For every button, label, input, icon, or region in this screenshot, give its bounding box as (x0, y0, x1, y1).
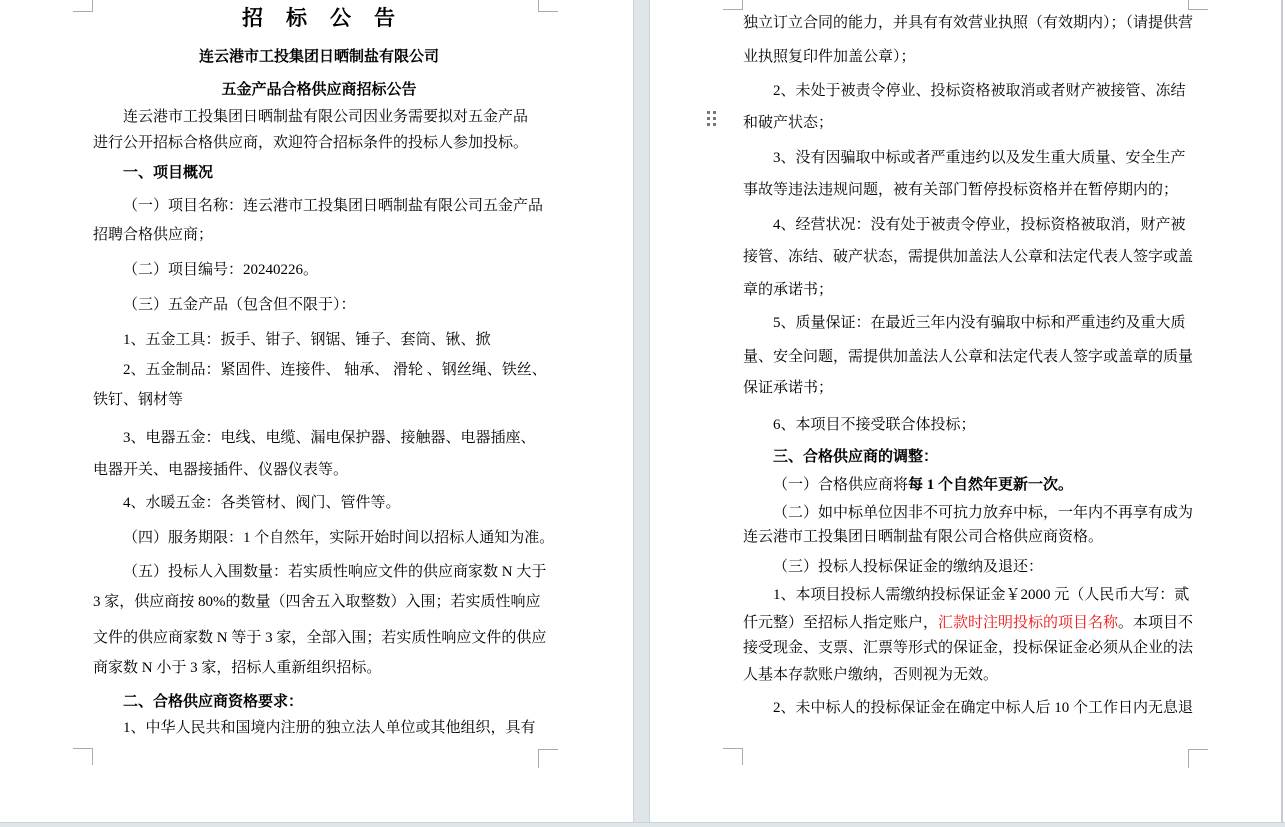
text-line: 保证承诺书； (743, 380, 834, 396)
page-bottom-gutter (0, 822, 1285, 827)
section-heading: 三、合格供应商的调整： (773, 449, 939, 465)
text-segment: 每 1 个自然年更新一次。 (908, 477, 1074, 493)
text-line: 事故等违法违规问题，被有关部门暂停投标资格并在暂停期内的； (743, 182, 1179, 198)
text-line: 2、五金制品：紧固件、连接件、 轴承、 滑轮 、钢丝绳、铁丝、 (123, 362, 547, 378)
margin-crop-mark (1188, 749, 1208, 768)
margin-crop-mark (538, 749, 558, 768)
text-line: 接管、冻结、破产状态，需提供加盖法人公章和法定代表人签字或盖 (743, 249, 1194, 265)
margin-crop-mark (723, 0, 743, 10)
dot (707, 123, 710, 126)
text-line: 1、中华人民共和国境内注册的独立法人单位或其他组织，具有 (123, 720, 536, 736)
text-segment: 。本项目不 (1118, 615, 1194, 631)
text-line: （四）服务期限：1 个自然年，实际开始时间以招标人通知为准。 (123, 530, 555, 546)
text-line: 4、经营状况：没有处于被责令停业，投标资格被取消，财产被 (773, 217, 1186, 233)
red-emphasis-text: 汇款时注明投标的项目名称 (938, 615, 1119, 631)
text-line: 商家数 N 小于 3 家，招标人重新组织招标。 (93, 660, 382, 676)
page-gap (633, 0, 650, 822)
margin-crop-mark (73, 748, 93, 765)
text-line: 接受现金、支票、汇票等形式的保证金，投标保证金必须从企业的法 (743, 640, 1194, 656)
text-line: 5、质量保证：在最近三年内没有骗取中标和严重违约及重大质 (773, 315, 1186, 331)
text-line: 3、没有因骗取中标或者严重违约以及发生重大质量、安全生产 (773, 150, 1186, 166)
text-line: （五）投标人入围数量：若实质性响应文件的供应商家数 N 大于 (123, 564, 547, 580)
document-page-left[interactable] (0, 0, 633, 822)
text-line: 独立订立合同的能力，并具有有效营业执照（有效期内）；（请提供营 (743, 15, 1194, 31)
text-line: （三）五金产品（包含但不限于）： (123, 297, 356, 313)
text-line: 连云港市工投集团日晒制盐有限公司因业务需要拟对五金产品 (123, 109, 529, 125)
dot (707, 111, 710, 114)
text-line: （二）如中标单位因非不可抗力放弃中标，一年内不再享有成为 (773, 505, 1194, 521)
margin-crop-mark (73, 0, 93, 12)
document-page-right[interactable] (650, 0, 1283, 822)
text-line: （一）项目名称：连云港市工投集团日晒制盐有限公司五金产品 (123, 198, 544, 214)
section-heading: 一、项目概况 (123, 165, 214, 181)
text-line: 4、水暖五金：各类管材、阀门、管件等。 (123, 495, 401, 511)
text-line: 连云港市工投集团日晒制盐有限公司合格供应商资格。 (743, 529, 1104, 545)
text-line: 和破产状态； (743, 115, 834, 131)
dot (707, 117, 710, 120)
text-segment: 仟元整）至招标人指定账户， (743, 615, 939, 631)
text-line: 铁钉、钢材等 (93, 392, 184, 408)
margin-crop-mark (1188, 0, 1208, 10)
text-line: （三）投标人投标保证金的缴纳及退还： (773, 559, 1044, 575)
text-line: 2、未处于被责令停业、投标资格被取消或者财产被接管、冻结 (773, 83, 1186, 99)
document-title: 招 标 公 告 (242, 6, 396, 30)
text-line: 1、五金工具：扳手、钳子、钢锯、锤子、套筒、锹、掀 (123, 332, 491, 348)
text-segment: （一）合格供应商将 (773, 477, 909, 493)
text-line: 招聘合格供应商； (93, 227, 214, 243)
announcement-subtitle: 五金产品合格供应商招标公告 (221, 82, 417, 98)
text-line: 章的承诺书； (743, 282, 834, 298)
text-line (743, 613, 1208, 634)
text-line: 2、未中标人的投标保证金在确定中标人后 10 个工作日内无息退 (773, 700, 1194, 716)
text-line: 1、本项目投标人需缴纳投标保证金￥2000 元（人民币大写：贰 (773, 587, 1190, 603)
dot (713, 111, 716, 114)
text-line: 3 家，供应商按 80%的数量（四舍五入取整数）入围；若实质性响应 (93, 594, 541, 610)
text-line: （二）项目编号：20240226。 (123, 262, 319, 278)
text-line: 电器开关、电器接插件、仪器仪表等。 (93, 462, 349, 478)
section-heading: 二、合格供应商资格要求： (123, 694, 304, 710)
drag-handle-icon[interactable] (707, 111, 716, 127)
text-line: 进行公开招标合格供应商，欢迎符合招标条件的投标人参加投标。 (93, 135, 529, 151)
text-line: 6、本项目不接受联合体投标； (773, 417, 976, 433)
text-line: 业执照复印件加盖公章）； (743, 49, 916, 65)
text-line: 文件的供应商家数 N 等于 3 家，全部入围；若实质性响应文件的供应 (93, 630, 547, 646)
text-line: 3、电器五金：电线、电缆、漏电保护器、接触器、电器插座、 (123, 430, 536, 446)
dot (713, 123, 716, 126)
text-line: 量、安全问题，需提供加盖法人公章和法定代表人签字或盖章的质量 (743, 349, 1194, 365)
text-line (743, 475, 1208, 496)
company-name-heading: 连云港市工投集团日晒制盐有限公司 (198, 49, 439, 65)
dot (713, 117, 716, 120)
text-line: 人基本存款账户缴纳，否则视为无效。 (743, 667, 999, 683)
margin-crop-mark (723, 748, 743, 765)
